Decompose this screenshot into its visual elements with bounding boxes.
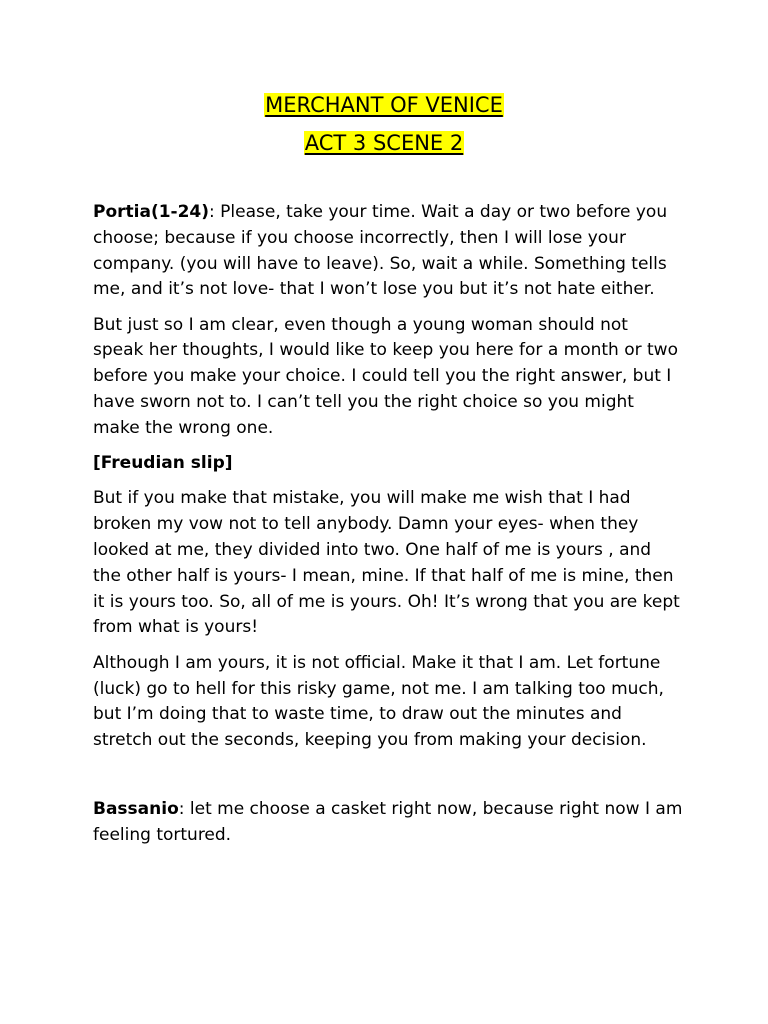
portia-text-1: : Please, take your time. Wait a day or two before you choose; because if you choose incorrectly, then I will lose your company. (you will have to leave). So, wait a while. Something tells me, and it’s not love- that I won’t lose you but it’s not hate either. <box>93 202 668 300</box>
paragraph-spacer <box>93 763 683 797</box>
title-line-play <box>0 86 768 124</box>
portia-paragraph-1 <box>93 200 683 303</box>
bassanio-text-1: : let me choose a casket right now, because right now I am feeling tortured. <box>93 799 683 846</box>
portia-paragraph-3: But if you make that mistake, you will make me wish that I had broken my vow not to tell anybody. Damn your eyes- when they looked at me, they divided into two. One half of me is yours , and the other half is yours- I mean, mine. If that half of me is mine, then it is yours too. So, all of me is yours. Oh! It’s wrong that you are kept from what is yours! <box>93 488 680 638</box>
title-play-name: MERCHANT OF VENICE <box>265 93 503 117</box>
title-line-scene <box>0 124 768 162</box>
portia-paragraph-2: But just so I am clear, even though a young woman should not speak her thoughts, I would like to keep you here for a month or two before you make your choice. I could tell you the right answer, but I have sworn not to. I can’t tell you the right choice so you might make the wrong one. <box>93 314 678 438</box>
speaker-bassanio: Bassanio <box>93 799 179 820</box>
bassanio-paragraph-1 <box>93 797 683 849</box>
portia-paragraph-4: Although I am yours, it is not official. Make it that I am. Let fortune (luck) go to hell for this risky game, not me. I am talking too much, but I’m doing that to waste time, to draw out the minutes and stretch out the seconds, keeping you from making your decision. <box>93 652 664 751</box>
title-act-scene: ACT 3 SCENE 2 <box>304 131 464 155</box>
stage-direction: [Freudian slip] <box>93 453 233 474</box>
speaker-portia: Portia(1-24) <box>93 202 210 222</box>
document-body <box>93 200 683 859</box>
document-title <box>0 86 768 162</box>
